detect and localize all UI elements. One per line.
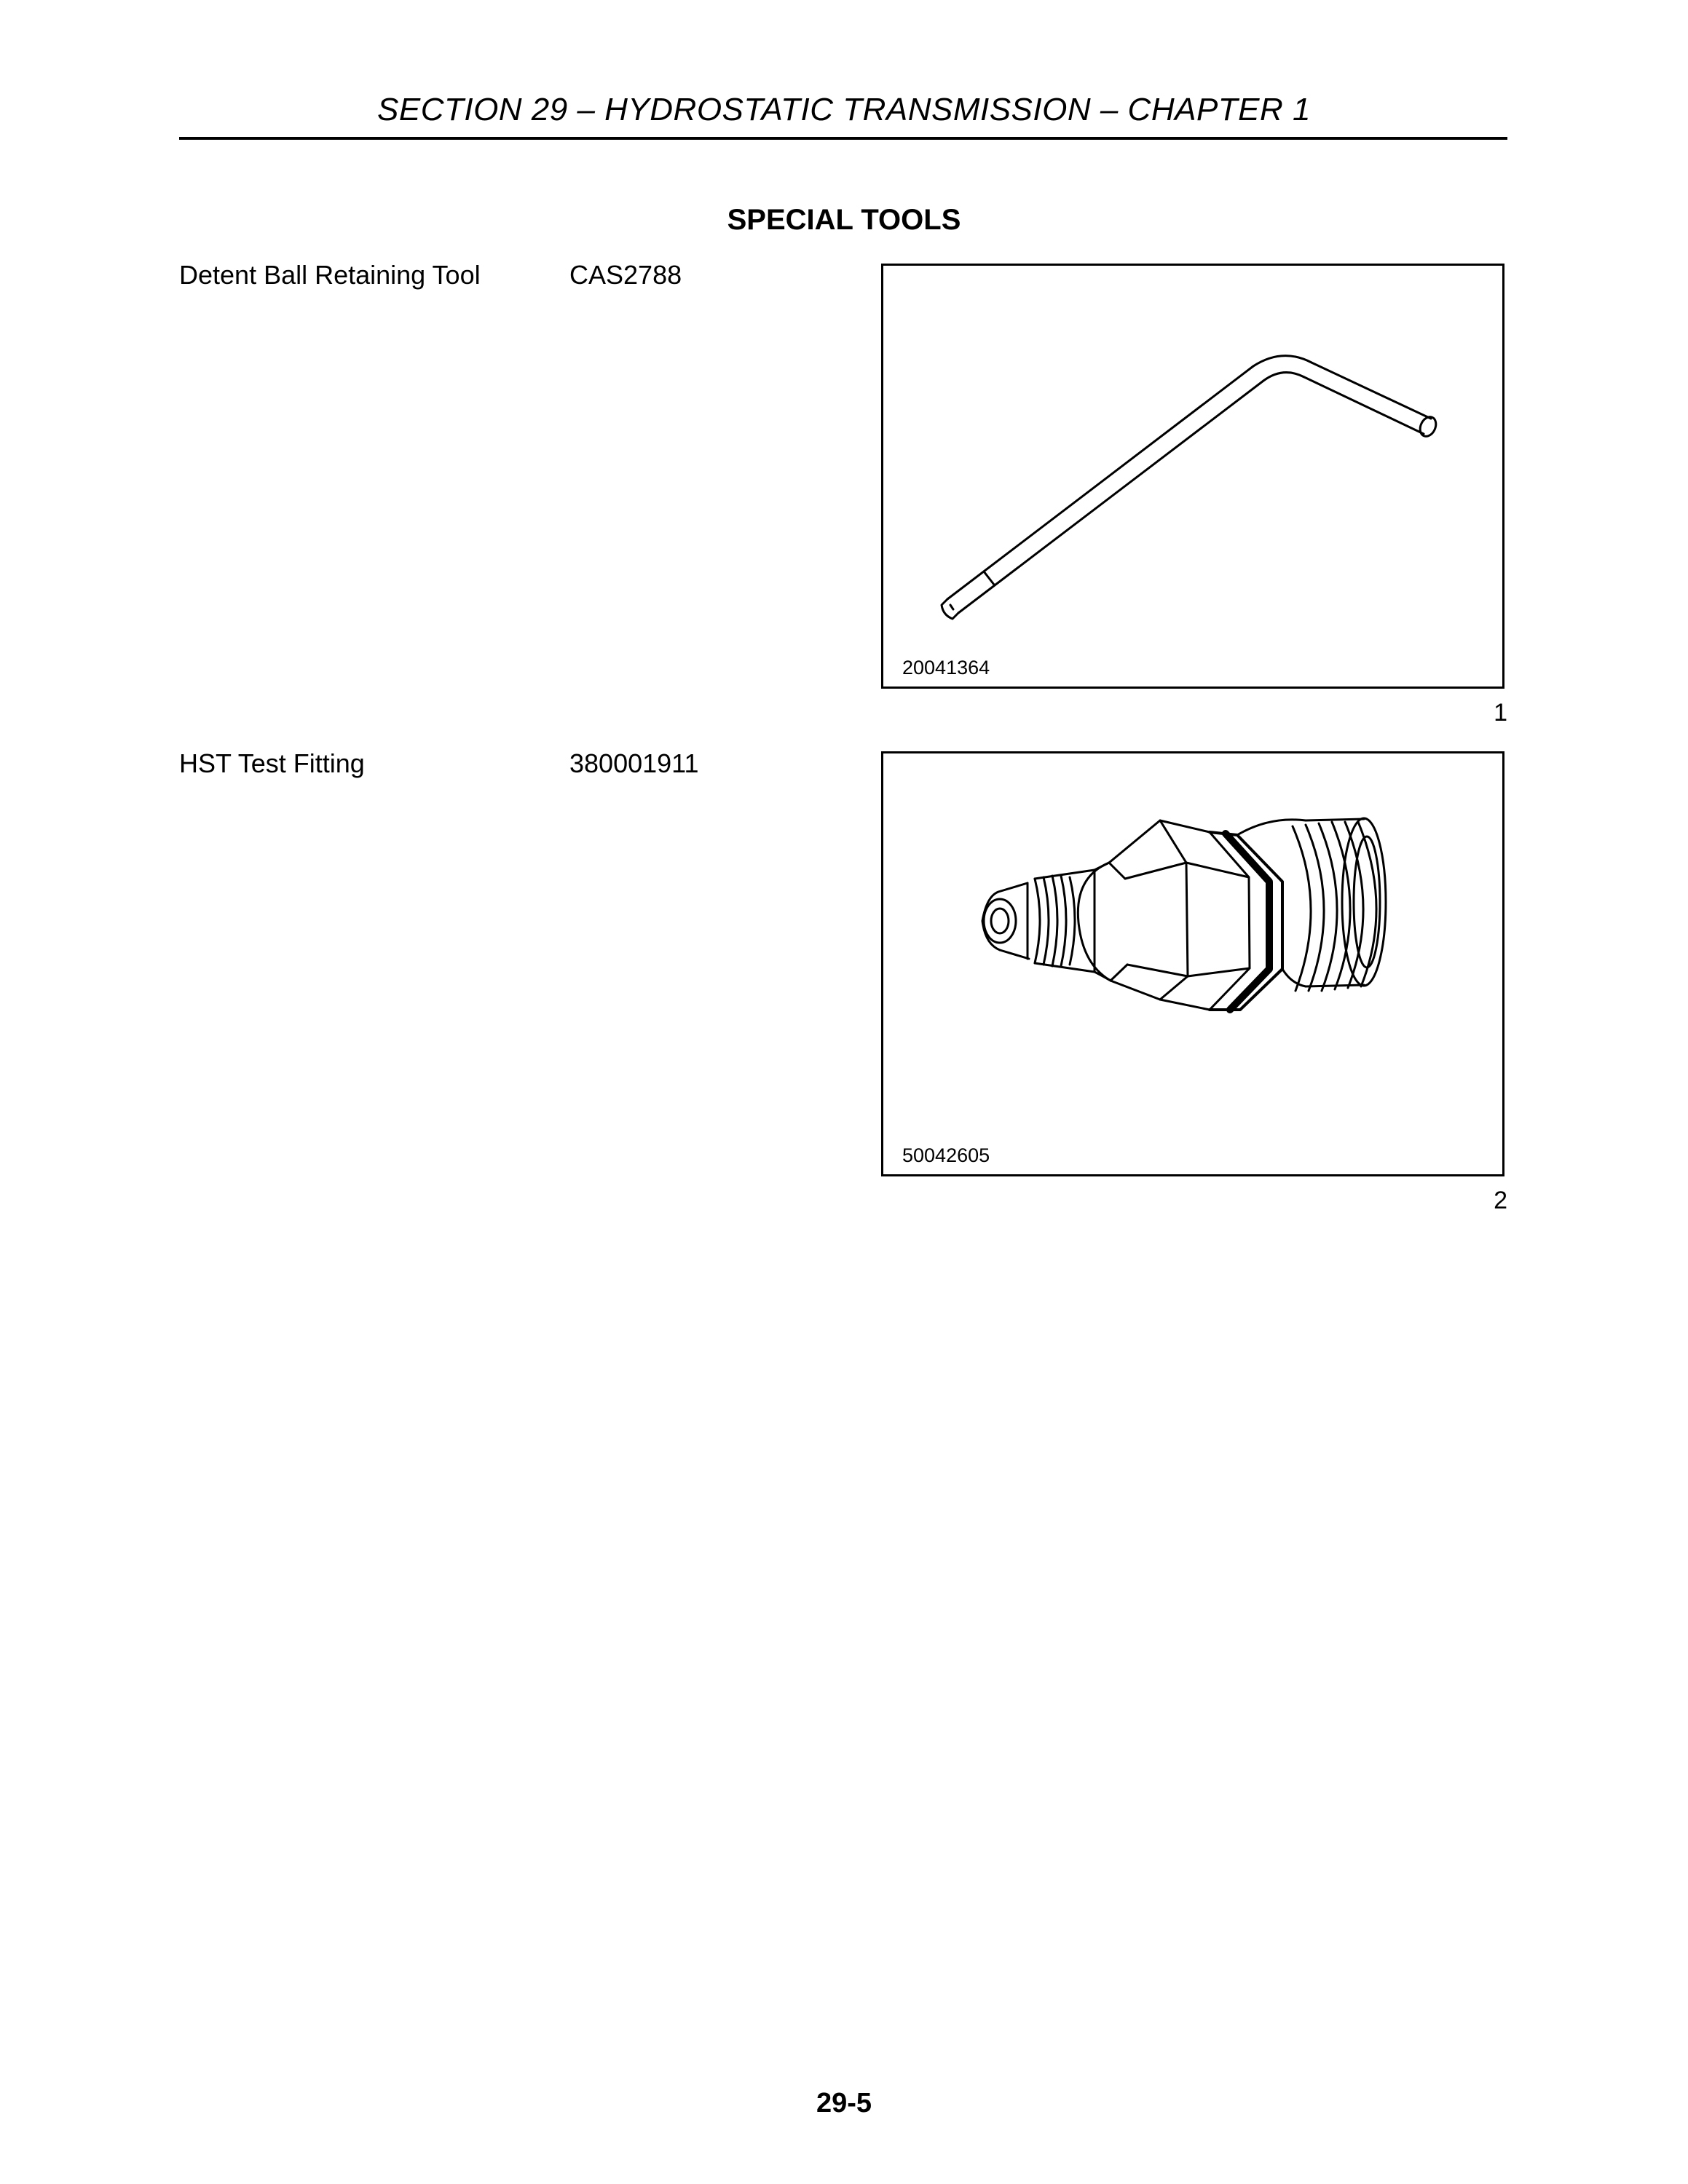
tool-name: HST Test Fitting [179,748,365,778]
figure-reference-number: 20041364 [902,657,990,678]
header-rule [179,137,1507,140]
figure-number: 1 [1494,699,1507,727]
tool-code: 380001911 [569,748,699,778]
header-title: SECTION 29 – HYDROSTATIC TRANSMISSION – CHAPTER 1 [377,92,1311,127]
tool-name: Detent Ball Retaining Tool [179,260,481,290]
figure-box [881,751,1504,1176]
section-title: SPECIAL TOOLS [727,204,961,236]
figure-box [881,264,1504,689]
figure-number: 2 [1494,1187,1507,1214]
tool-code: CAS2788 [569,260,682,290]
l-shaped-rod-icon [883,266,1502,687]
page-number: 29-5 [816,2088,872,2118]
figure-reference-number: 50042605 [902,1144,990,1166]
hex-fitting-icon [883,753,1502,1174]
